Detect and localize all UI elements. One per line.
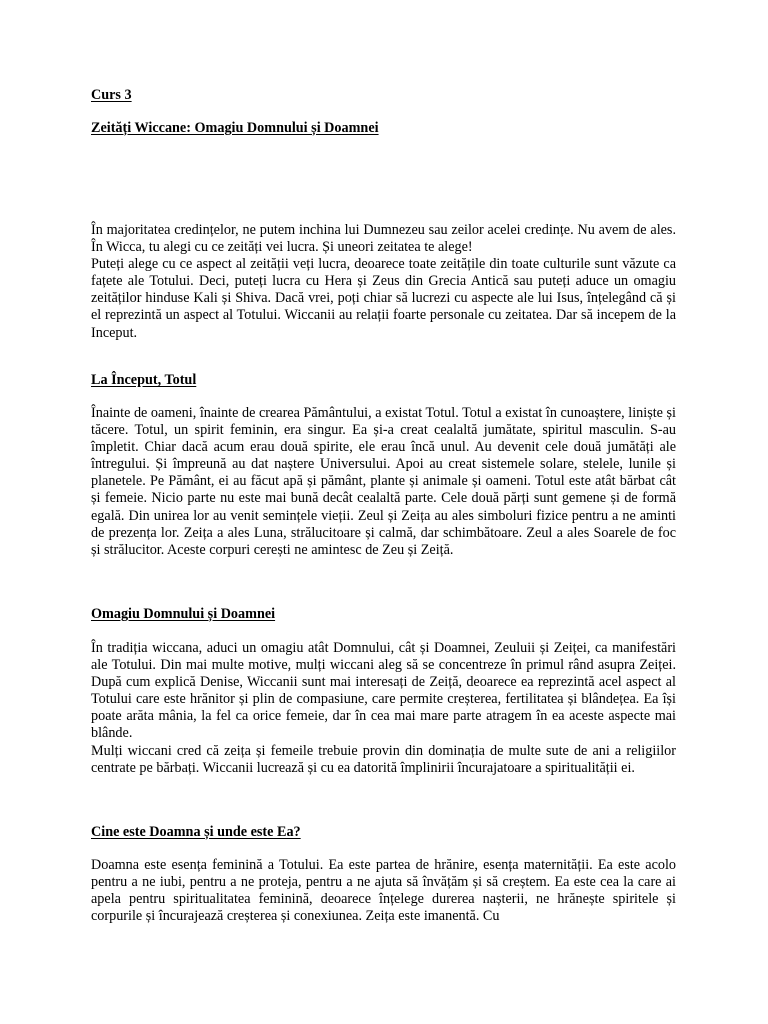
intro-paragraph-2: Puteți alege cu ce aspect al zeității veți lucra, deoarece toate zeitățile din toate culturile sunt văzute ca fațete ale Totului. Deci, puteți lucra cu Hera și Zeus din Grecia Antică sau puteți aduce un omagiu zeităților hinduse Kali și Shiva. Dacă vrei, poți chiar să lucrezi cu aspecte ale lui Isus, înțelegând că și el reprezintă un aspect al Totului. Wiccanii au relații foarte personale cu zeitatea. Dar să incepem de la Inceput. [91,256,676,341]
course-label: Curs 3 [91,87,132,103]
section-heading-la-inceput: La Început, Totul [91,372,197,388]
section1-text [91,405,676,559]
section2-text [91,640,676,777]
section2-paragraph-2: Mulți wiccani cred că zeița și femeile trebuie provin din dominația de multe sute de ani a religiilor centrate pe bărbați. Wiccanii lucrează și cu ea datorită împlinirii încurajatoare a spiritualității ei. [91,742,676,776]
intro-paragraph-1: În majoritatea credințelor, ne putem inchina lui Dumnezeu sau zeilor acelei credințe. Nu avem de ales. În Wicca, tu alegi cu ce zeități vei lucra. Și uneori zeitatea te alege! [91,222,676,256]
section2-paragraph-1: În tradiția wiccana, aduci un omagiu atât Domnului, cât și Doamnei, Zeuluii și Zeiței, ca manifestări ale Totului. Din mai multe motive, mulți wiccani aleg să se concentreze în primul rând asupra Zeiței. După cum explică Denise, Wiccanii sunt mai interesați de Zeiță, deoarece ea reprezintă acel aspect al Totului care este hrănitor și plin de compasiune, care permite creșterea, fertilitatea și blândețea. Ea își poate arăta mânia, la fel ca orice femeie, dar în cea mai mare parte atragem în ea aceste aspecte mai blânde. [91,640,676,742]
section-heading-omagiu: Omagiu Domnului și Doamnei [91,606,276,622]
intro-text [91,222,676,342]
section3-text [91,857,676,925]
document-title: Zeități Wiccane: Omagiu Domnului și Doamnei [91,120,379,136]
section3-paragraph-1: Doamna este esența feminină a Totului. Ea este partea de hrănire, esența maternității. Ea este acolo pentru a ne iubi, pentru a ne proteja, pentru a ne ajuta să învățăm și să creștem. Ea este cea la care ai apela pentru spiritualitatea feminină, deoarece înțelege durerea nașterii, ne hrănește spiritele și corpurile și încurajează creșterea și conexiunea. Zeița este imanentă. Cu [91,857,676,925]
section1-paragraph-1: Înainte de oameni, înainte de crearea Pământului, a existat Totul. Totul a existat în cunoaștere, liniște și tăcere. Totul, un spirit feminin, era singur. Ea și-a creat cealaltă jumătate, spiritul masculin. S-au împletit. Chiar dacă acum erau două spirite, ele erau încă unul. Au devenit cele două jumătăți ale întregului. Și împreună au dat naștere Universului. Apoi au creat sistemele solare, stelele, lunile și planetele. Pe Pământ, ei au făcut apă și pământ, plante și animale și oameni. Totul este atât bărbat cât și femeie. Nicio parte nu este mai bună decât cealaltă parte. Cele două părți sunt gemene și de formă egală. Din unirea lor au venit semințele vieții. Zeul și Zeița au ales simboluri fizice pentru a ne aminti de prezența lor. Zeița a ales Luna, strălucitoare și calmă, dar schimbătoare. Zeul a ales Soarele de foc și strălucitor. Aceste corpuri cerești ne amintesc de Zeu și Zeiță. [91,405,676,558]
section-heading-cine-este-doamna: Cine este Doamna și unde este Ea? [91,824,301,840]
